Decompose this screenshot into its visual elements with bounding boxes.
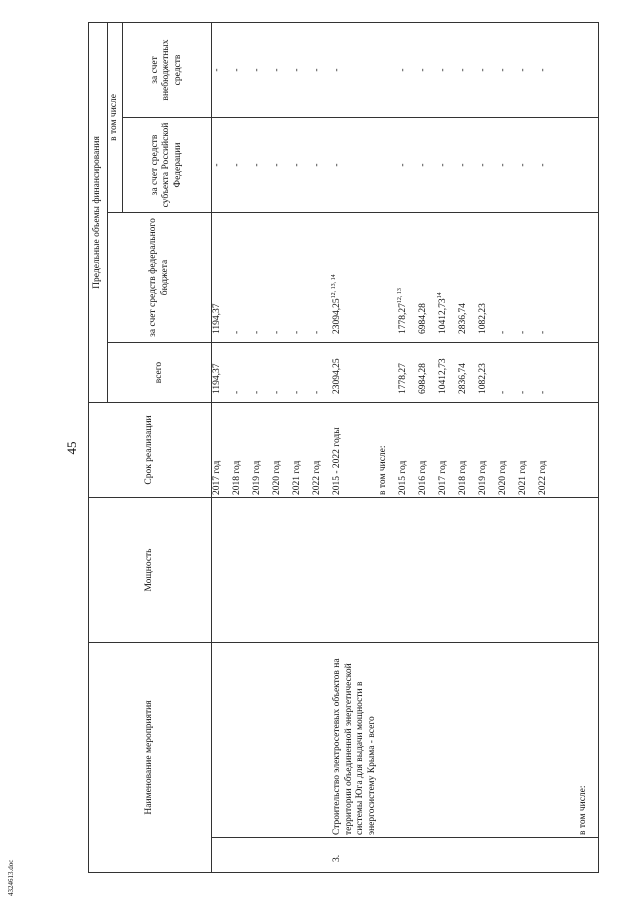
row-federal bbox=[332, 213, 378, 343]
row-subject-text: - bbox=[498, 163, 509, 167]
row-number bbox=[438, 838, 458, 873]
header-subject: за счет средств субъекта Российской Федерации bbox=[123, 118, 212, 213]
row-name bbox=[232, 643, 252, 838]
row-federal bbox=[438, 213, 458, 343]
row-subject-text: - bbox=[232, 163, 242, 167]
row-total bbox=[538, 343, 558, 403]
row-federal bbox=[538, 213, 558, 343]
row-total bbox=[292, 343, 312, 403]
row-federal-text: - bbox=[232, 330, 242, 334]
row-subject bbox=[252, 118, 272, 213]
row-offbudget-text: - bbox=[518, 68, 529, 72]
row-number bbox=[272, 838, 292, 873]
row-federal bbox=[578, 213, 599, 343]
row-name-text: Строительство электросетевых объектов на территории объединенной энергетической системы Юга для выдачи мощности в энергосистему Крыма - всего bbox=[332, 658, 377, 835]
row-period bbox=[398, 403, 418, 498]
row-offbudget-text: - bbox=[498, 68, 509, 72]
row-period-text: 2016 год bbox=[418, 460, 429, 495]
row-federal bbox=[418, 213, 438, 343]
row-total-text: 1082,23 bbox=[478, 363, 489, 394]
row-power bbox=[398, 498, 418, 643]
row-period-text: 2017 год bbox=[212, 460, 222, 495]
row-period-text: 2020 год bbox=[498, 460, 509, 495]
row-federal bbox=[378, 213, 398, 343]
row-power bbox=[312, 498, 332, 643]
table-row bbox=[212, 22, 233, 872]
row-total bbox=[212, 343, 233, 403]
row-name bbox=[252, 643, 272, 838]
row-total bbox=[438, 343, 458, 403]
header-power: Мощность bbox=[89, 498, 212, 643]
table-row bbox=[518, 22, 538, 872]
row-subject-text: - bbox=[212, 163, 222, 167]
row-offbudget bbox=[578, 22, 599, 117]
row-period bbox=[478, 403, 498, 498]
row-offbudget-text: - bbox=[332, 68, 342, 72]
row-subject bbox=[438, 118, 458, 213]
table-row bbox=[458, 22, 478, 872]
row-number bbox=[418, 838, 438, 873]
row-power bbox=[578, 498, 599, 643]
row-subject bbox=[398, 118, 418, 213]
row-total-text: - bbox=[518, 390, 529, 394]
row-subject-text: - bbox=[538, 163, 549, 167]
row-power bbox=[232, 498, 252, 643]
row-offbudget-text: - bbox=[478, 68, 489, 72]
row-subject bbox=[538, 118, 558, 213]
row-total bbox=[378, 343, 398, 403]
row-total-text: - bbox=[292, 390, 302, 394]
row-offbudget bbox=[458, 22, 478, 117]
row-subject-text: - bbox=[478, 163, 489, 167]
row-total-text: 6984,28 bbox=[418, 363, 429, 394]
row-subject-text: - bbox=[458, 163, 469, 167]
row-subject-text: - bbox=[332, 163, 342, 167]
row-federal-text: - bbox=[252, 330, 262, 334]
row-total-text: - bbox=[498, 390, 509, 394]
row-federal bbox=[458, 213, 478, 343]
row-period bbox=[438, 403, 458, 498]
row-number bbox=[332, 838, 378, 873]
row-federal-text: 1194,37 bbox=[212, 303, 222, 334]
funding-table bbox=[88, 22, 599, 873]
row-name bbox=[578, 643, 599, 838]
row-period-text: 2021 год bbox=[292, 460, 302, 495]
row-number bbox=[458, 838, 478, 873]
row-offbudget bbox=[558, 22, 578, 117]
row-period-text: в том числе: bbox=[378, 445, 389, 495]
row-power bbox=[272, 498, 292, 643]
row-federal bbox=[498, 213, 518, 343]
row-federal bbox=[232, 213, 252, 343]
row-total bbox=[458, 343, 478, 403]
row-total-text: 1778,27 bbox=[398, 363, 409, 394]
row-offbudget-text: - bbox=[312, 68, 322, 72]
row-total bbox=[232, 343, 252, 403]
row-offbudget bbox=[252, 22, 272, 117]
row-period-text: 2017 год bbox=[438, 460, 449, 495]
row-offbudget-text: - bbox=[232, 68, 242, 72]
row-federal bbox=[292, 213, 312, 343]
row-period bbox=[312, 403, 332, 498]
row-number-text: 3. bbox=[332, 854, 342, 862]
row-power bbox=[418, 498, 438, 643]
row-period-text: 2021 год bbox=[518, 460, 529, 495]
row-name-text: в том числе: bbox=[578, 785, 589, 835]
row-period bbox=[458, 403, 478, 498]
table-row bbox=[578, 22, 599, 872]
row-subject bbox=[272, 118, 292, 213]
row-federal-text: 1778,27 bbox=[398, 303, 409, 334]
row-subject-text: - bbox=[312, 163, 322, 167]
row-period-text: 2022 год bbox=[312, 460, 322, 495]
row-federal-text: 6984,28 bbox=[418, 303, 429, 334]
row-name bbox=[538, 643, 558, 838]
row-period bbox=[212, 403, 233, 498]
row-period-text: 2018 год bbox=[458, 460, 469, 495]
row-name bbox=[518, 643, 538, 838]
row-period bbox=[272, 403, 292, 498]
row-offbudget-text: - bbox=[272, 68, 282, 72]
row-subject-text: - bbox=[292, 163, 302, 167]
row-subject bbox=[558, 118, 578, 213]
row-period-text: 2019 год bbox=[252, 460, 262, 495]
row-offbudget bbox=[378, 22, 398, 117]
row-offbudget-text: - bbox=[252, 68, 262, 72]
row-period bbox=[252, 403, 272, 498]
row-period-text: 2022 год bbox=[538, 460, 549, 495]
row-name bbox=[292, 643, 312, 838]
row-total bbox=[332, 343, 378, 403]
row-federal bbox=[478, 213, 498, 343]
row-period bbox=[232, 403, 252, 498]
row-name bbox=[558, 643, 578, 838]
row-total-text: - bbox=[252, 390, 262, 394]
row-subject bbox=[292, 118, 312, 213]
row-offbudget bbox=[332, 22, 378, 117]
row-name bbox=[312, 643, 332, 838]
row-subject bbox=[312, 118, 332, 213]
page-number: 45 bbox=[64, 441, 79, 455]
row-period bbox=[332, 403, 378, 498]
table-row bbox=[478, 22, 498, 872]
row-name bbox=[498, 643, 518, 838]
row-subject-text: - bbox=[272, 163, 282, 167]
row-power bbox=[212, 498, 233, 643]
row-period-text: 2015 год bbox=[398, 460, 409, 495]
header-name: Наименование мероприятия bbox=[89, 643, 212, 873]
row-federal-text: - bbox=[272, 330, 282, 334]
table-row bbox=[378, 22, 398, 872]
row-number bbox=[312, 838, 332, 873]
row-period-text: 2015 - 2022 годы bbox=[332, 427, 342, 495]
row-total-text: - bbox=[272, 390, 282, 394]
row-total bbox=[518, 343, 538, 403]
header-including: в том числе bbox=[108, 22, 123, 212]
header-funding-group: Предельные объемы финансирования bbox=[89, 22, 108, 402]
row-subject-text: - bbox=[518, 163, 529, 167]
row-offbudget bbox=[478, 22, 498, 117]
row-offbudget-text: - bbox=[438, 68, 449, 72]
row-name bbox=[458, 643, 478, 838]
row-subject bbox=[518, 118, 538, 213]
header-offbudget: за счет внебюджетных средств bbox=[123, 22, 212, 117]
row-offbudget-text: - bbox=[418, 68, 429, 72]
row-power bbox=[478, 498, 498, 643]
row-power bbox=[558, 498, 578, 643]
row-offbudget bbox=[398, 22, 418, 117]
row-power bbox=[498, 498, 518, 643]
row-total-text: 10412,73 bbox=[438, 358, 449, 394]
row-total bbox=[478, 343, 498, 403]
row-subject bbox=[578, 118, 599, 213]
table-row bbox=[418, 22, 438, 872]
row-power bbox=[518, 498, 538, 643]
row-offbudget bbox=[312, 22, 332, 117]
row-federal-text: - bbox=[498, 330, 509, 334]
row-number bbox=[578, 838, 599, 873]
row-subject-text: - bbox=[252, 163, 262, 167]
row-subject bbox=[478, 118, 498, 213]
table-row bbox=[332, 22, 378, 872]
row-federal-text: 2836,74 bbox=[458, 303, 469, 334]
row-total bbox=[312, 343, 332, 403]
row-federal-text: 10412,73 bbox=[438, 298, 449, 334]
row-federal-text: 1082,23 bbox=[478, 303, 489, 334]
row-total-text: 1194,37 bbox=[212, 363, 222, 394]
row-total bbox=[418, 343, 438, 403]
table-row bbox=[438, 22, 458, 872]
table-row bbox=[232, 22, 252, 872]
row-name bbox=[478, 643, 498, 838]
row-federal bbox=[312, 213, 332, 343]
row-total bbox=[272, 343, 292, 403]
row-federal bbox=[252, 213, 272, 343]
row-number bbox=[398, 838, 418, 873]
row-total bbox=[498, 343, 518, 403]
row-offbudget-text: - bbox=[398, 68, 409, 72]
row-total bbox=[398, 343, 418, 403]
row-name bbox=[272, 643, 292, 838]
row-power bbox=[378, 498, 398, 643]
row-power bbox=[292, 498, 312, 643]
row-period-text: 2020 год bbox=[272, 460, 282, 495]
row-total-text: 2836,74 bbox=[458, 363, 469, 394]
table-row bbox=[398, 22, 418, 872]
row-power bbox=[458, 498, 478, 643]
table-row bbox=[558, 22, 578, 872]
row-period bbox=[378, 403, 398, 498]
row-federal bbox=[558, 213, 578, 343]
row-period-text: 2019 год bbox=[478, 460, 489, 495]
table-row bbox=[252, 22, 272, 872]
table-body bbox=[212, 22, 599, 872]
header-period: Срок реализации bbox=[89, 403, 212, 498]
row-total-text: 23094,25 bbox=[332, 358, 342, 394]
footnote-ref: 14 bbox=[437, 292, 444, 299]
row-offbudget bbox=[232, 22, 252, 117]
row-subject bbox=[498, 118, 518, 213]
row-total bbox=[578, 343, 599, 403]
row-federal bbox=[398, 213, 418, 343]
row-number bbox=[478, 838, 498, 873]
row-offbudget bbox=[438, 22, 458, 117]
row-power bbox=[332, 498, 378, 643]
row-name bbox=[398, 643, 418, 838]
row-offbudget-text: - bbox=[458, 68, 469, 72]
row-federal-text: - bbox=[518, 330, 529, 334]
header-total: всего bbox=[108, 343, 212, 403]
row-period bbox=[292, 403, 312, 498]
row-period-text: 2018 год bbox=[232, 460, 242, 495]
row-subject-text: - bbox=[418, 163, 429, 167]
row-subject-text: - bbox=[398, 163, 409, 167]
row-number bbox=[538, 838, 558, 873]
row-number bbox=[518, 838, 538, 873]
row-number bbox=[212, 838, 233, 873]
row-subject-text: - bbox=[438, 163, 449, 167]
footnote-ref: 12, 13, 14 bbox=[331, 274, 337, 299]
document-page bbox=[62, 23, 589, 873]
row-offbudget bbox=[212, 22, 233, 117]
row-offbudget bbox=[518, 22, 538, 117]
row-total-text: - bbox=[538, 390, 549, 394]
row-offbudget-text: - bbox=[292, 68, 302, 72]
row-period bbox=[538, 403, 558, 498]
row-number bbox=[558, 838, 578, 873]
row-period bbox=[518, 403, 538, 498]
header-federal: за счет средств федерального бюджета bbox=[108, 213, 212, 343]
row-number bbox=[292, 838, 312, 873]
row-name bbox=[212, 643, 233, 838]
row-offbudget bbox=[498, 22, 518, 117]
row-offbudget bbox=[272, 22, 292, 117]
document-code: 4324613.doc bbox=[7, 859, 15, 896]
footnote-ref: 12, 13 bbox=[397, 288, 404, 304]
row-offbudget-text: - bbox=[538, 68, 549, 72]
row-federal bbox=[272, 213, 292, 343]
row-subject bbox=[458, 118, 478, 213]
row-federal bbox=[518, 213, 538, 343]
row-power bbox=[538, 498, 558, 643]
row-power bbox=[252, 498, 272, 643]
row-subject bbox=[378, 118, 398, 213]
row-total-text: - bbox=[232, 390, 242, 394]
row-name bbox=[418, 643, 438, 838]
row-period bbox=[498, 403, 518, 498]
table-row bbox=[538, 22, 558, 872]
row-subject bbox=[332, 118, 378, 213]
row-federal-text: - bbox=[292, 330, 302, 334]
row-period bbox=[558, 403, 578, 498]
row-offbudget bbox=[538, 22, 558, 117]
row-offbudget-text: - bbox=[212, 68, 222, 72]
row-offbudget bbox=[418, 22, 438, 117]
row-subject bbox=[212, 118, 233, 213]
row-total bbox=[252, 343, 272, 403]
row-number bbox=[498, 838, 518, 873]
row-number bbox=[232, 838, 252, 873]
table-row bbox=[292, 22, 312, 872]
table-row bbox=[498, 22, 518, 872]
row-federal-text: - bbox=[312, 330, 322, 334]
row-federal-text: - bbox=[538, 330, 549, 334]
row-total-text: - bbox=[312, 390, 322, 394]
row-federal bbox=[212, 213, 233, 343]
row-period bbox=[418, 403, 438, 498]
row-period bbox=[578, 403, 599, 498]
row-number bbox=[378, 838, 398, 873]
table-row bbox=[272, 22, 292, 872]
row-name bbox=[332, 643, 378, 838]
row-subject bbox=[232, 118, 252, 213]
row-name bbox=[438, 643, 458, 838]
row-power bbox=[438, 498, 458, 643]
row-number bbox=[252, 838, 272, 873]
row-federal-text: 23094,25 bbox=[332, 298, 342, 334]
row-total bbox=[558, 343, 578, 403]
row-offbudget bbox=[292, 22, 312, 117]
row-name bbox=[378, 643, 398, 838]
table-row bbox=[312, 22, 332, 872]
row-subject bbox=[418, 118, 438, 213]
